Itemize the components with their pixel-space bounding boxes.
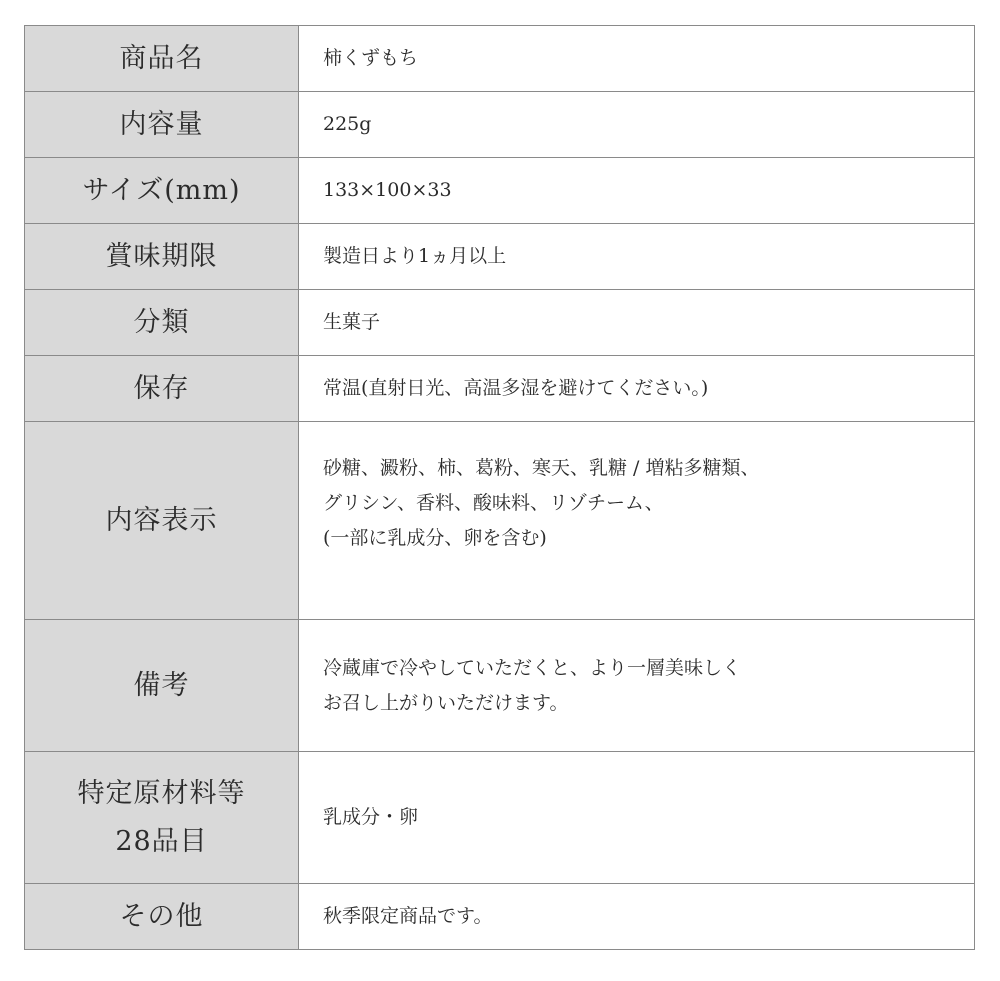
label-text: 特定原材料等 (77, 777, 246, 809)
row-label (25, 26, 299, 92)
label-text: 内容表示 (105, 504, 218, 536)
value-text: グリシン、香料、酸味料、リゾチーム、 (323, 491, 664, 514)
value-text: 常温(直射日光、高温多湿を避けてください。) (323, 377, 709, 399)
label-text: 内容量 (119, 108, 204, 140)
table-row-storage (25, 356, 975, 422)
label-text: 28品目 (115, 825, 208, 857)
label-text: 備考 (133, 669, 190, 701)
row-label (25, 356, 299, 422)
product-spec-table (24, 25, 975, 950)
row-label (25, 92, 299, 158)
table-row-notes (25, 620, 975, 752)
label-text: 分類 (133, 306, 190, 338)
row-value (299, 92, 975, 158)
row-value (299, 884, 975, 950)
value-text: 225g (323, 113, 372, 135)
value-text: 冷蔵庫で冷やしていただくと、より一層美味しく (323, 656, 742, 679)
row-label (25, 752, 299, 884)
row-label (25, 290, 299, 356)
value-text: 生菓子 (323, 311, 381, 333)
row-value (299, 356, 975, 422)
table-row-size (25, 158, 975, 224)
row-label (25, 224, 299, 290)
row-value (299, 290, 975, 356)
value-text: 砂糖、澱粉、柿、葛粉、寒天、乳糖 / 増粘多糖類、 (323, 456, 760, 479)
value-text: 柿くずもち (323, 47, 419, 69)
value-text: 乳成分・卵 (323, 806, 419, 828)
row-label (25, 620, 299, 752)
row-label (25, 884, 299, 950)
table-row-product-name (25, 26, 975, 92)
value-text: 製造日より1ヵ月以上 (323, 245, 507, 267)
row-label (25, 422, 299, 620)
table-row-other (25, 884, 975, 950)
row-value (299, 158, 975, 224)
value-text: 133×100×33 (323, 179, 452, 201)
table-row-ingredients (25, 422, 975, 620)
row-value (299, 26, 975, 92)
value-text: 秋季限定商品です。 (323, 905, 493, 927)
label-text: 保存 (133, 372, 190, 404)
table-row-category (25, 290, 975, 356)
row-value (299, 620, 975, 752)
label-text: 商品名 (119, 42, 204, 74)
label-text: 賞味期限 (105, 240, 218, 272)
table-row-allergens (25, 752, 975, 884)
value-text: お召し上がりいただけます。 (323, 691, 569, 714)
label-text: その他 (119, 900, 204, 932)
table-row-best-before (25, 224, 975, 290)
row-value (299, 422, 975, 620)
row-value (299, 752, 975, 884)
table-row-content-amount (25, 92, 975, 158)
spacer (323, 556, 974, 591)
row-label (25, 158, 299, 224)
label-text: サイズ(mm) (82, 174, 241, 206)
value-text: (一部に乳成分、卵を含む) (323, 526, 547, 549)
row-value (299, 224, 975, 290)
